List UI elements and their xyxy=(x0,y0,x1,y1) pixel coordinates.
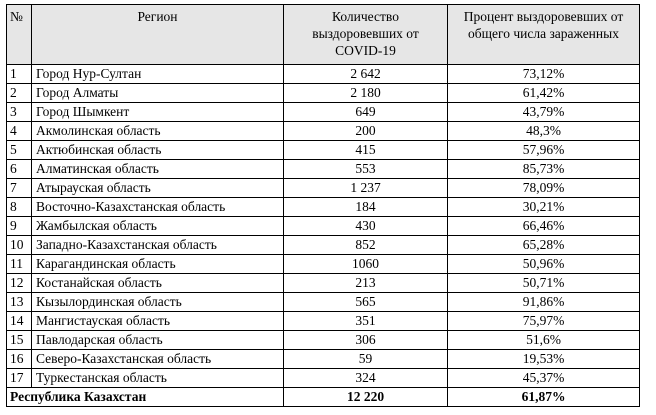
row-num: 14 xyxy=(7,312,32,331)
row-region: Мангистауская область xyxy=(32,312,284,331)
row-count: 1060 xyxy=(284,255,448,274)
row-percent: 50,96% xyxy=(448,255,640,274)
row-count: 351 xyxy=(284,312,448,331)
total-count: 12 220 xyxy=(284,388,448,407)
row-num: 8 xyxy=(7,198,32,217)
table-row xyxy=(7,103,640,122)
recovery-table xyxy=(6,4,640,407)
row-percent: 61,42% xyxy=(448,84,640,103)
total-percent: 61,87% xyxy=(448,388,640,407)
row-count: 1 237 xyxy=(284,179,448,198)
recovery-table-container xyxy=(6,4,640,407)
row-count: 184 xyxy=(284,198,448,217)
row-count: 213 xyxy=(284,274,448,293)
table-row xyxy=(7,141,640,160)
row-percent: 91,86% xyxy=(448,293,640,312)
row-num: 2 xyxy=(7,84,32,103)
row-count: 324 xyxy=(284,369,448,388)
table-row xyxy=(7,84,640,103)
row-percent: 30,21% xyxy=(448,198,640,217)
row-region: Западно-Казахстанская область xyxy=(32,236,284,255)
table-row xyxy=(7,369,640,388)
row-percent: 78,09% xyxy=(448,179,640,198)
row-percent: 66,46% xyxy=(448,217,640,236)
row-region: Северо-Казахстанская область xyxy=(32,350,284,369)
table-row xyxy=(7,236,640,255)
row-percent: 65,28% xyxy=(448,236,640,255)
row-count: 59 xyxy=(284,350,448,369)
table-row xyxy=(7,198,640,217)
row-num: 12 xyxy=(7,274,32,293)
header-num: № xyxy=(7,5,32,65)
table-row xyxy=(7,179,640,198)
row-num: 7 xyxy=(7,179,32,198)
row-num: 15 xyxy=(7,331,32,350)
row-region: Карагандинская область xyxy=(32,255,284,274)
row-region: Восточно-Казахстанская область xyxy=(32,198,284,217)
row-count: 649 xyxy=(284,103,448,122)
row-region: Павлодарская область xyxy=(32,331,284,350)
header-count: Количество выздоровевших от COVID-19 xyxy=(284,5,448,65)
row-region: Жамбылская область xyxy=(32,217,284,236)
row-num: 13 xyxy=(7,293,32,312)
row-count: 415 xyxy=(284,141,448,160)
table-row xyxy=(7,255,640,274)
row-num: 1 xyxy=(7,65,32,84)
row-count: 565 xyxy=(284,293,448,312)
row-region: Кызылординская область xyxy=(32,293,284,312)
row-count: 2 180 xyxy=(284,84,448,103)
row-num: 5 xyxy=(7,141,32,160)
row-percent: 85,73% xyxy=(448,160,640,179)
row-count: 553 xyxy=(284,160,448,179)
row-count: 430 xyxy=(284,217,448,236)
header-region: Регион xyxy=(32,5,284,65)
row-num: 4 xyxy=(7,122,32,141)
total-row xyxy=(7,388,640,407)
row-percent: 43,79% xyxy=(448,103,640,122)
row-region: Акмолинская область xyxy=(32,122,284,141)
row-percent: 75,97% xyxy=(448,312,640,331)
row-percent: 73,12% xyxy=(448,65,640,84)
row-percent: 50,71% xyxy=(448,274,640,293)
table-row xyxy=(7,293,640,312)
header-percent: Процент выздоровевших от общего числа зараженных xyxy=(448,5,640,65)
table-row xyxy=(7,312,640,331)
table-row xyxy=(7,274,640,293)
row-region: Атырауская область xyxy=(32,179,284,198)
table-row xyxy=(7,350,640,369)
header-row xyxy=(7,5,640,65)
row-count: 852 xyxy=(284,236,448,255)
row-num: 17 xyxy=(7,369,32,388)
row-num: 16 xyxy=(7,350,32,369)
row-num: 10 xyxy=(7,236,32,255)
row-num: 6 xyxy=(7,160,32,179)
row-region: Город Нур-Султан xyxy=(32,65,284,84)
row-region: Город Алматы xyxy=(32,84,284,103)
row-region: Туркестанская область xyxy=(32,369,284,388)
table-row xyxy=(7,331,640,350)
row-num: 9 xyxy=(7,217,32,236)
table-row xyxy=(7,122,640,141)
row-count: 200 xyxy=(284,122,448,141)
row-percent: 51,6% xyxy=(448,331,640,350)
table-row xyxy=(7,160,640,179)
row-region: Город Шымкент xyxy=(32,103,284,122)
row-num: 11 xyxy=(7,255,32,274)
row-percent: 57,96% xyxy=(448,141,640,160)
row-percent: 45,37% xyxy=(448,369,640,388)
row-percent: 19,53% xyxy=(448,350,640,369)
row-count: 2 642 xyxy=(284,65,448,84)
row-region: Костанайская область xyxy=(32,274,284,293)
row-region: Алматинская область xyxy=(32,160,284,179)
row-count: 306 xyxy=(284,331,448,350)
row-num: 3 xyxy=(7,103,32,122)
table-row xyxy=(7,217,640,236)
row-percent: 48,3% xyxy=(448,122,640,141)
row-region: Актюбинская область xyxy=(32,141,284,160)
table-row xyxy=(7,65,640,84)
total-region: Республика Казахстан xyxy=(7,388,284,407)
